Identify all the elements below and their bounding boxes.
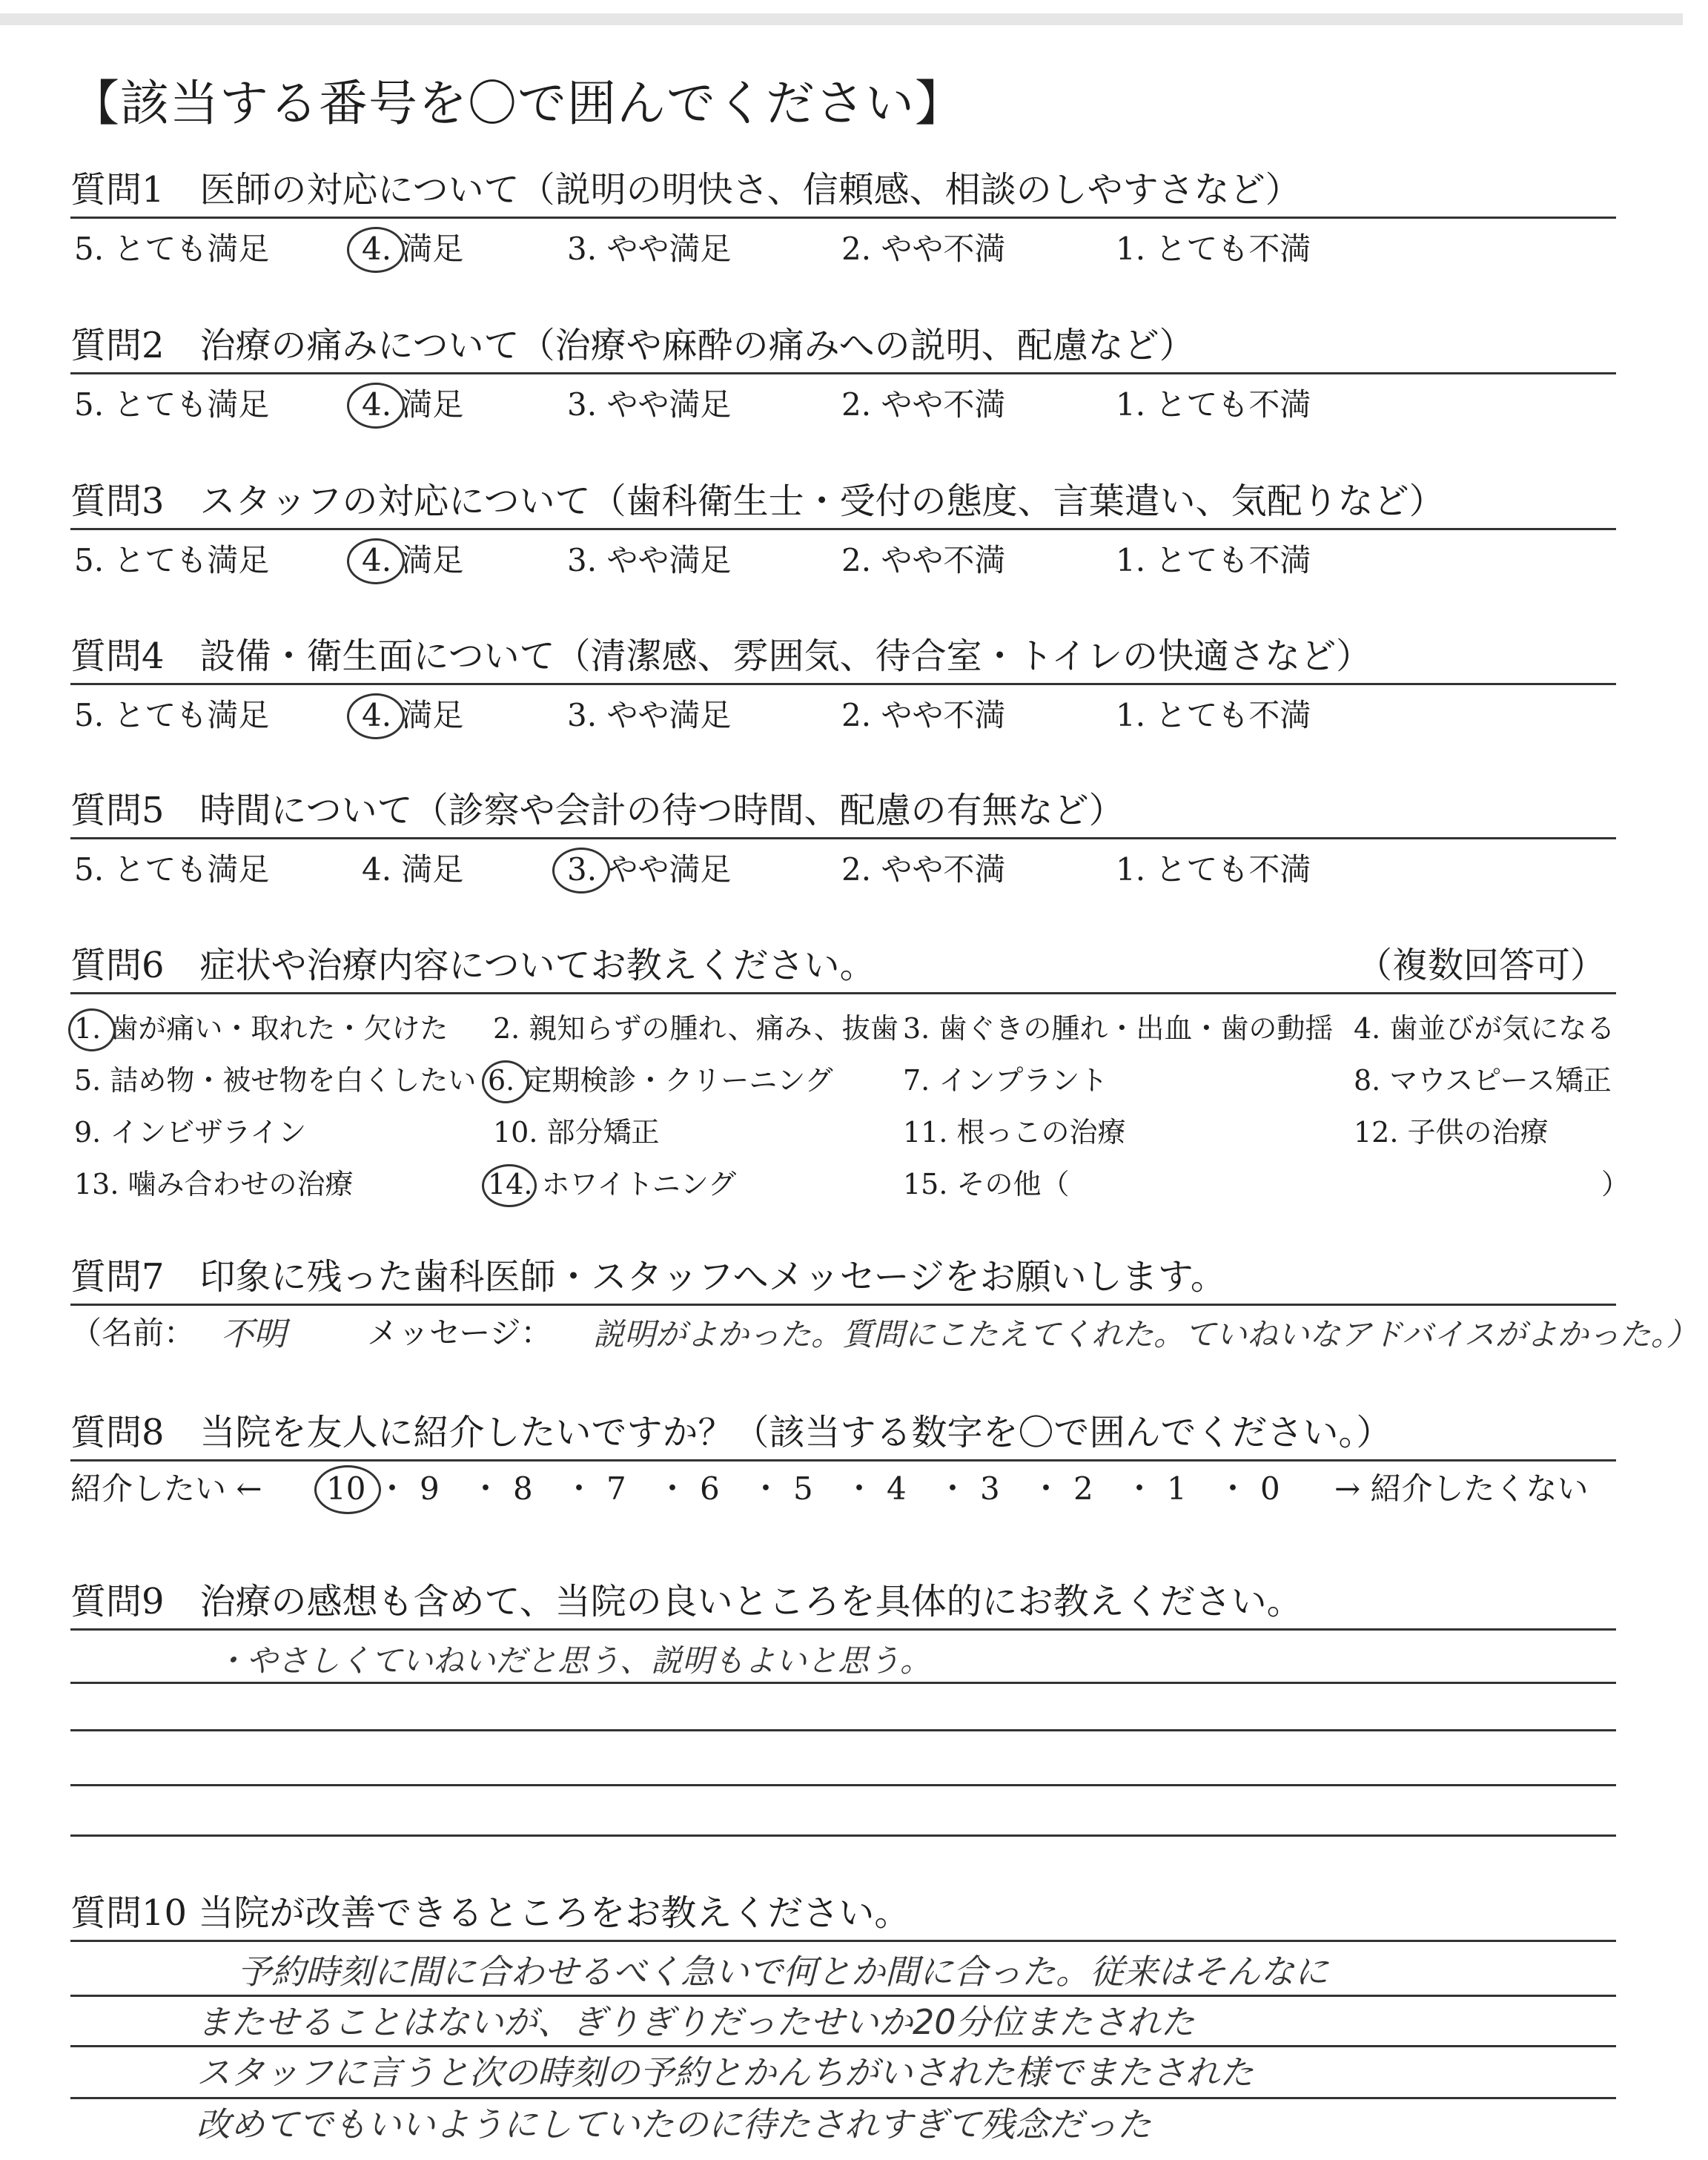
question-3-label: 質問3 スタッフの対応について（歯科衛生士・受付の態度、言葉遣い、気配りなど） — [70, 480, 1445, 522]
choice-4[interactable] — [362, 384, 463, 426]
question-2-label: 質問2 治療の痛みについて（治療や麻酔の痛みへの説明、配慮など） — [70, 325, 1195, 366]
choice-5[interactable]: 5. とても満足 — [74, 697, 270, 733]
divider — [70, 372, 1616, 374]
question-4-label: 質問4 設備・衛生面について（清潔感、雰囲気、待合室・トイレの快適さなど） — [70, 635, 1372, 677]
q6-item-13[interactable]: 13. 噛み合わせの治療 — [74, 1168, 354, 1200]
q6-item-6[interactable] — [488, 1062, 833, 1099]
scale-separator: ・ — [1030, 1470, 1062, 1507]
scale-separator: ・ — [377, 1470, 408, 1507]
scale-separator: ・ — [563, 1470, 595, 1507]
scale-left-label: 紹介したい ← — [70, 1470, 262, 1507]
q6-item-14-label: 14. ホワイトニング — [488, 1168, 737, 1200]
q6-item-10[interactable]: 10. 部分矯正 — [493, 1116, 660, 1149]
scale-option-5[interactable]: 5 — [793, 1470, 813, 1507]
q10-answer-line-2[interactable]: またせることはないが、ぎりぎりだったせいか20分位またされた — [196, 2002, 1195, 2042]
choice-3[interactable]: 3. やや満足 — [567, 386, 732, 423]
q6-item-3[interactable]: 3. 歯ぐきの腫れ・出血・歯の動揺 — [903, 1012, 1334, 1045]
scale-separator: ・ — [750, 1470, 782, 1507]
scale-option-2[interactable]: 2 — [1073, 1470, 1093, 1507]
answer-line — [70, 1729, 1616, 1731]
question-6-label: 質問6 症状や治療内容についてお教えください。 — [70, 945, 875, 986]
name-value[interactable]: 不明 — [221, 1315, 286, 1353]
question-1 — [70, 168, 1616, 308]
divider — [70, 1304, 1616, 1306]
divider — [70, 683, 1616, 685]
message-value[interactable]: 説明がよかった。質問にこたえてくれた。ていねいなアドバイスがよかった。） — [593, 1316, 1698, 1353]
scale-separator: ・ — [1217, 1470, 1249, 1507]
scale-option-1[interactable]: 1 — [1167, 1470, 1187, 1507]
scale-separator: ・ — [1124, 1470, 1156, 1507]
q6-item-6-label: 6. 定期検診・クリーニング — [488, 1064, 833, 1097]
question-1-label: 質問1 医師の対応について（説明の明快さ、信頼感、相談のしやすさなど） — [70, 169, 1301, 211]
hand-circle-mark — [314, 1465, 381, 1514]
divider — [70, 528, 1616, 530]
message-label: メッセージ： — [367, 1315, 552, 1351]
choice-2[interactable]: 2. やや不満 — [841, 697, 1006, 733]
choice-1[interactable]: 1. とても不満 — [1116, 386, 1311, 423]
question-5-label: 質問5 時間について（診察や会計の待つ時間、配慮の有無など） — [70, 790, 1125, 831]
choice-3-label: 3. やや満足 — [567, 851, 732, 888]
scale-option-7[interactable]: 7 — [606, 1470, 626, 1507]
hand-circle-mark — [482, 1164, 537, 1207]
divider — [70, 1940, 1616, 1942]
q6-item-15-close: ） — [1601, 1168, 1630, 1200]
choice-5[interactable]: 5. とても満足 — [74, 386, 270, 423]
scale-option-0[interactable]: 0 — [1260, 1470, 1280, 1507]
answer-line — [70, 1784, 1616, 1786]
q6-item-11[interactable]: 11. 根っこの治療 — [903, 1116, 1126, 1149]
choice-2[interactable]: 2. やや不満 — [841, 386, 1006, 423]
choice-4[interactable] — [362, 228, 463, 270]
question-3 — [70, 479, 1616, 620]
choice-2[interactable]: 2. やや不満 — [841, 851, 1006, 888]
divider — [70, 1628, 1616, 1631]
q9-answer[interactable]: ・やさしくていねいだと思う、説明もよいと思う。 — [215, 1642, 932, 1679]
answer-line — [70, 2097, 1616, 2099]
scale-option-3[interactable]: 3 — [980, 1470, 1000, 1507]
choice-3[interactable] — [567, 849, 731, 891]
scale-option-8[interactable]: 8 — [513, 1470, 533, 1507]
scale-option-4[interactable]: 4 — [887, 1470, 907, 1507]
choice-1[interactable]: 1. とても不満 — [1116, 542, 1311, 578]
question-5 — [70, 788, 1616, 929]
choice-4-label: 4. 満足 — [362, 697, 464, 733]
choice-4[interactable] — [362, 540, 463, 581]
q6-item-1[interactable] — [74, 1010, 448, 1047]
choice-3[interactable]: 3. やや満足 — [567, 697, 732, 733]
choice-5[interactable]: 5. とても満足 — [74, 231, 270, 267]
choice-4-label: 4. 満足 — [362, 231, 464, 267]
scale-separator: ・ — [470, 1470, 502, 1507]
q6-item-5[interactable]: 5. 詰め物・被せ物を白くしたい — [74, 1064, 477, 1097]
page-title: 【該当する番号を〇で囲んでください】 — [70, 75, 964, 132]
q10-answer-line-4[interactable]: 改めてでもいいようにしていたのに待たされすぎて残念だった — [196, 2104, 1151, 2144]
scale-right-label: → 紹介したくない — [1334, 1470, 1589, 1507]
choice-2[interactable]: 2. やや不満 — [841, 542, 1006, 578]
q6-item-4[interactable]: 4. 歯並びが気になる — [1354, 1012, 1615, 1045]
q6-item-1-label: 1. 歯が痛い・取れた・欠けた — [74, 1012, 448, 1045]
name-label: （名前： — [70, 1315, 196, 1351]
question-2 — [70, 323, 1616, 464]
q6-item-2[interactable]: 2. 親知らずの腫れ、痛み、抜歯 — [493, 1012, 898, 1045]
divider — [70, 217, 1616, 219]
choice-4-label: 4. 満足 — [362, 542, 464, 578]
scale-separator: ・ — [937, 1470, 969, 1507]
choice-1[interactable]: 1. とても不満 — [1116, 851, 1311, 888]
scale-option-6[interactable]: 6 — [700, 1470, 720, 1507]
divider — [70, 1459, 1616, 1462]
scale-option-9[interactable]: 9 — [420, 1470, 440, 1507]
q10-answer-line-3[interactable]: スタッフに言うと次の時刻の予約とかんちがいされた様でまたされた — [196, 2052, 1254, 2093]
answer-line — [70, 1682, 1616, 1684]
divider — [70, 992, 1616, 994]
choice-3[interactable]: 3. やや満足 — [567, 231, 732, 267]
choice-5[interactable]: 5. とても満足 — [74, 542, 270, 578]
question-6-note: （複数回答可） — [1357, 945, 1606, 986]
question-4 — [70, 634, 1616, 775]
question-8-label: 質問8 当院を友人に紹介したいですか？（該当する数字を〇で囲んでください。） — [70, 1412, 1392, 1453]
q6-item-9[interactable]: 9. インビザライン — [74, 1116, 307, 1149]
scale-separator: ・ — [844, 1470, 875, 1507]
hand-circle-mark — [68, 1008, 116, 1051]
choice-1[interactable]: 1. とても不満 — [1116, 697, 1311, 733]
choice-4[interactable] — [362, 695, 463, 736]
q10-answer-line-1[interactable]: 予約時刻に間に合わせるべく急いで何とか間に合った。従来はそんなに — [237, 1952, 1328, 1992]
q6-item-7[interactable]: 7. インプラント — [903, 1064, 1108, 1097]
scale-separator: ・ — [657, 1470, 689, 1507]
question-7-label: 質問7 印象に残った歯科医師・スタッフへメッセージをお願いします。 — [70, 1256, 1226, 1298]
question-10-label: 質問10 当院が改善できるところをお教えください。 — [70, 1892, 910, 1934]
choice-5[interactable]: 5. とても満足 — [74, 851, 270, 888]
question-9-label: 質問9 治療の感想も含めて、当院の良いところを具体的にお教えください。 — [70, 1581, 1302, 1622]
answer-line — [70, 1995, 1616, 1997]
q6-item-12[interactable]: 12. 子供の治療 — [1354, 1116, 1549, 1149]
answer-line — [70, 1834, 1616, 1837]
hand-circle-mark — [482, 1060, 529, 1103]
q6-item-15[interactable]: 15. その他（ — [903, 1168, 1070, 1200]
choice-1[interactable]: 1. とても不満 — [1116, 231, 1311, 267]
choice-4-label: 4. 満足 — [362, 386, 464, 423]
answer-line — [70, 2045, 1616, 2047]
scale-option-10[interactable]: 10 — [326, 1468, 365, 1510]
choice-4[interactable]: 4. 満足 — [362, 851, 464, 888]
choice-3[interactable]: 3. やや満足 — [567, 542, 732, 578]
choice-2[interactable]: 2. やや不満 — [841, 231, 1006, 267]
q6-item-8[interactable]: 8. マウスピース矯正 — [1354, 1064, 1612, 1097]
divider — [70, 837, 1616, 839]
q6-item-14[interactable] — [488, 1166, 736, 1203]
